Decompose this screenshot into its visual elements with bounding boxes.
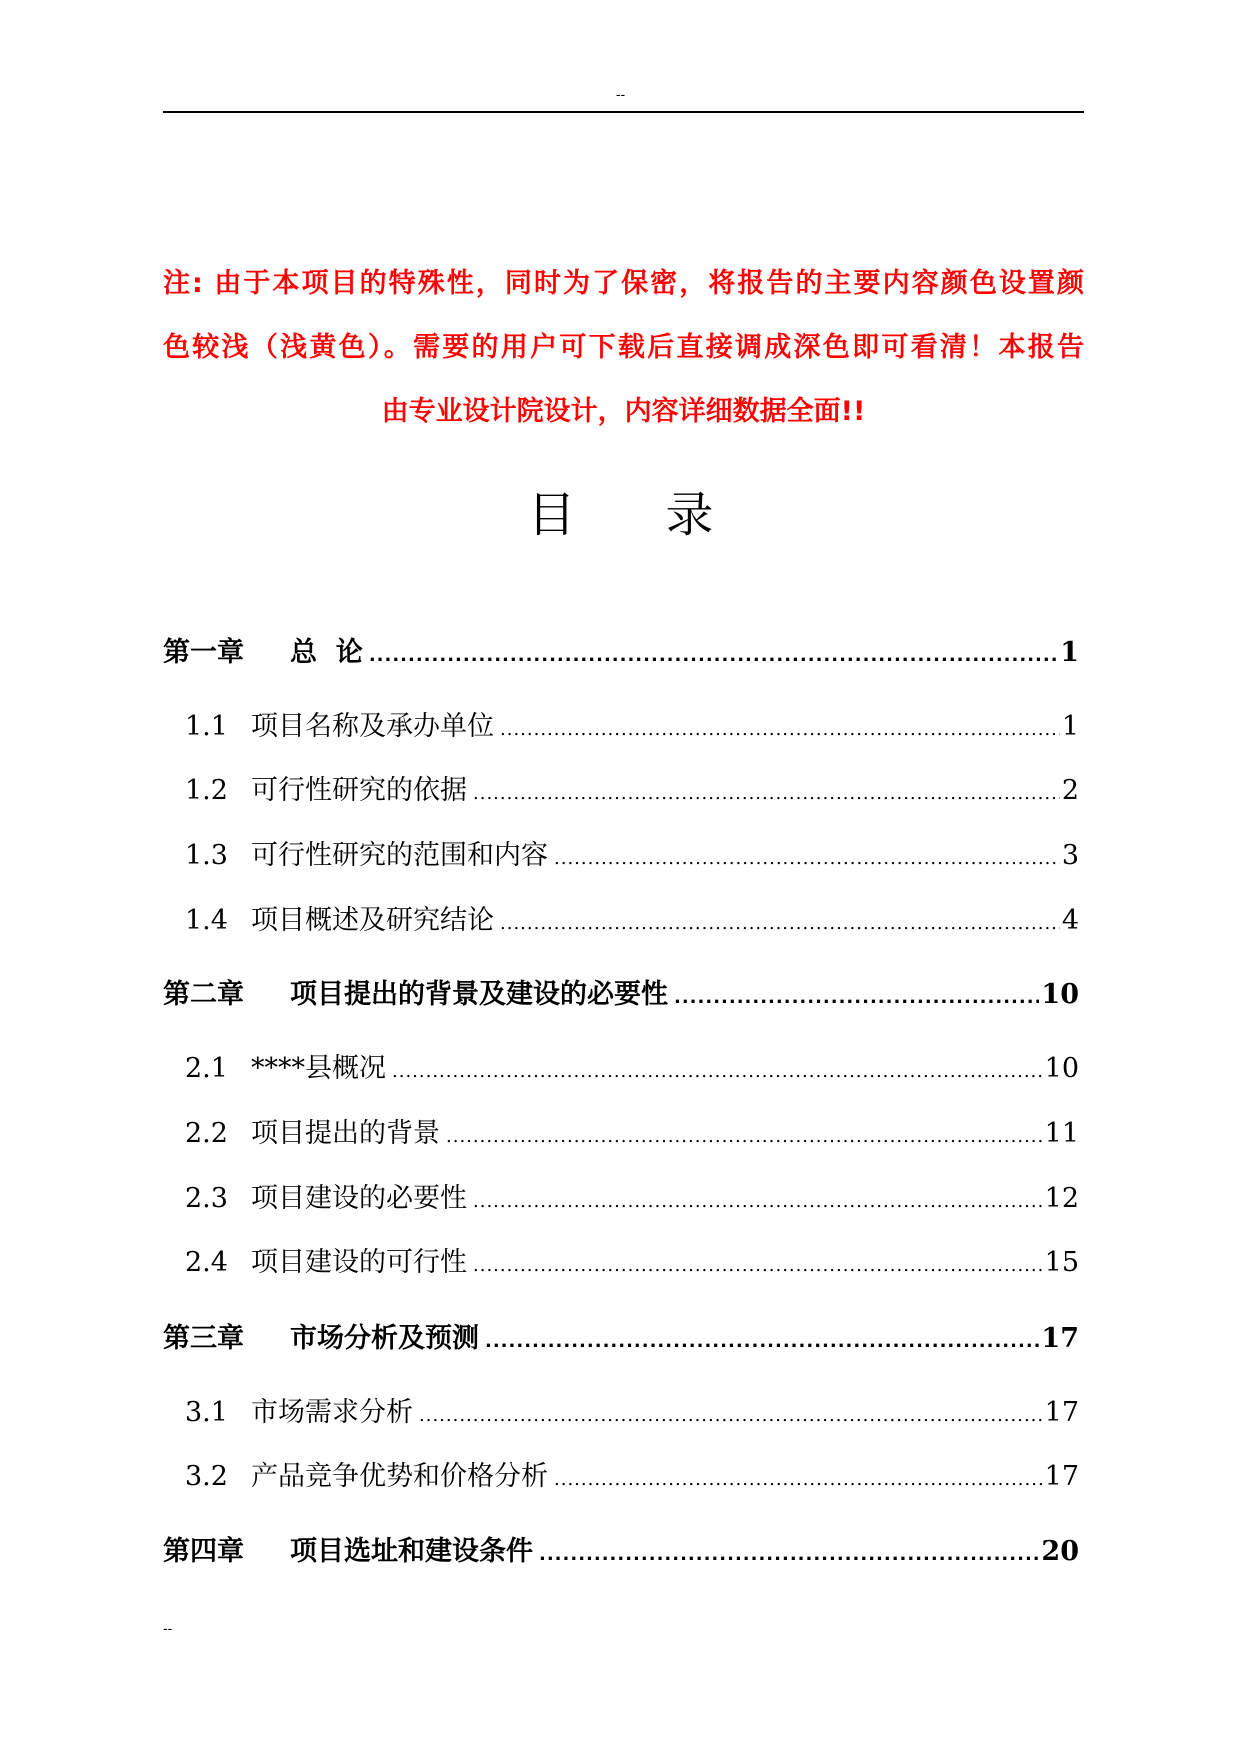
toc-entry-page: 15	[1044, 1247, 1079, 1278]
toc-entry-section[interactable]	[185, 1390, 1079, 1429]
toc-entry-section[interactable]	[185, 898, 1079, 937]
toc-entry-page: 20	[1041, 1536, 1079, 1567]
toc-leader-dots	[419, 1405, 1043, 1426]
toc-entry-label: 总 论	[290, 637, 363, 668]
toc-entry-label: 可行性研究的范围和内容	[251, 840, 548, 871]
toc-entry-label: 项目概述及研究结论	[251, 905, 494, 936]
toc-entry-chapter[interactable]	[163, 1529, 1079, 1568]
toc-leader-dots	[473, 1191, 1043, 1212]
toc-entry-page: 17	[1044, 1461, 1079, 1492]
toc-entry-number: 1.1	[185, 711, 228, 742]
toc-entry-label: 项目提出的背景	[251, 1118, 440, 1149]
toc-leader-dots	[539, 1544, 1039, 1565]
toc-leader-dots	[446, 1126, 1043, 1147]
toc-entry-number: 2.4	[185, 1247, 228, 1278]
toc-entry-page: 10	[1044, 1053, 1079, 1084]
toc-entry-section[interactable]	[185, 768, 1079, 807]
toc-entry-chapter[interactable]	[163, 1316, 1079, 1355]
toc-leader-dots	[674, 987, 1039, 1008]
toc-leader-dots	[473, 1255, 1043, 1276]
toc-entry-label: 可行性研究的依据	[251, 775, 467, 806]
toc-entry-number: 1.2	[185, 775, 228, 806]
toc-entry-number: 第一章	[163, 637, 244, 668]
toc-entry-label: 项目选址和建设条件	[290, 1536, 533, 1567]
toc-entry-page: 12	[1044, 1183, 1079, 1214]
toc-entry-section[interactable]	[185, 704, 1079, 743]
toc-entry-section[interactable]	[185, 1111, 1079, 1150]
notice-line-1: 注: 由于本项目的特殊性，同时为了保密，将报告的主要内容颜色设置颜	[163, 268, 1084, 299]
toc-leader-dots	[554, 848, 1060, 869]
toc-leader-dots	[500, 913, 1060, 934]
toc-entry-page: 17	[1044, 1397, 1079, 1428]
toc-entry-section[interactable]	[185, 1046, 1079, 1085]
toc-entry-label: 市场需求分析	[251, 1397, 413, 1428]
toc-entry-number: 3.2	[185, 1461, 228, 1492]
confidentiality-notice	[163, 252, 1084, 444]
toc-entry-number: 2.2	[185, 1118, 228, 1149]
toc-entry-page: 10	[1041, 979, 1079, 1010]
toc-entry-label: ****县概况	[251, 1053, 386, 1084]
toc-entry-label: 项目建设的可行性	[251, 1247, 467, 1278]
toc-entry-page: 4	[1061, 905, 1079, 936]
toc-entry-label: 项目建设的必要性	[251, 1183, 467, 1214]
toc-entry-section[interactable]	[185, 1240, 1079, 1279]
header-rule	[163, 111, 1084, 113]
toc-leader-dots	[369, 645, 1058, 666]
toc-entry-number: 2.1	[185, 1053, 228, 1084]
toc-entry-page: 3	[1061, 840, 1079, 871]
toc-entry-section[interactable]	[185, 833, 1079, 872]
toc-leader-dots	[392, 1061, 1043, 1082]
toc-leader-dots	[473, 783, 1060, 804]
toc-entry-number: 1.3	[185, 840, 228, 871]
toc-entry-page: 1	[1061, 711, 1079, 742]
toc-entry-number: 2.3	[185, 1183, 228, 1214]
header-mark: --	[615, 86, 626, 102]
toc-entry-label: 项目提出的背景及建设的必要性	[290, 979, 668, 1010]
toc-entry-page: 2	[1061, 775, 1079, 806]
toc-entry-section[interactable]	[185, 1454, 1079, 1493]
footer-mark: --	[163, 1620, 173, 1636]
toc-entry-page: 17	[1041, 1323, 1079, 1354]
toc-entry-number: 1.4	[185, 905, 228, 936]
toc-entry-number: 第四章	[163, 1536, 244, 1567]
toc-entry-label: 市场分析及预测	[290, 1323, 479, 1354]
toc-entry-number: 第三章	[163, 1323, 244, 1354]
toc-entry-page: 1	[1060, 637, 1079, 668]
toc-entry-number: 第二章	[163, 979, 244, 1010]
toc-entry-label: 项目名称及承办单位	[251, 711, 494, 742]
notice-line-2: 色较浅（浅黄色）。需要的用户可下载后直接调成深色即可看清！本报告	[163, 332, 1084, 363]
toc-leader-dots	[554, 1469, 1043, 1490]
toc-entry-chapter[interactable]	[163, 972, 1079, 1011]
notice-line-3: 由专业设计院设计，内容详细数据全面!!	[381, 396, 866, 427]
toc-leader-dots	[500, 719, 1060, 740]
toc-title: 目录	[527, 487, 804, 543]
toc-entry-number: 3.1	[185, 1397, 228, 1428]
toc-entry-section[interactable]	[185, 1176, 1079, 1215]
toc-entry-label: 产品竞争优势和价格分析	[251, 1461, 548, 1492]
toc-entry-chapter[interactable]	[163, 630, 1079, 669]
toc-entry-page: 11	[1044, 1118, 1079, 1149]
toc-leader-dots	[485, 1331, 1039, 1352]
